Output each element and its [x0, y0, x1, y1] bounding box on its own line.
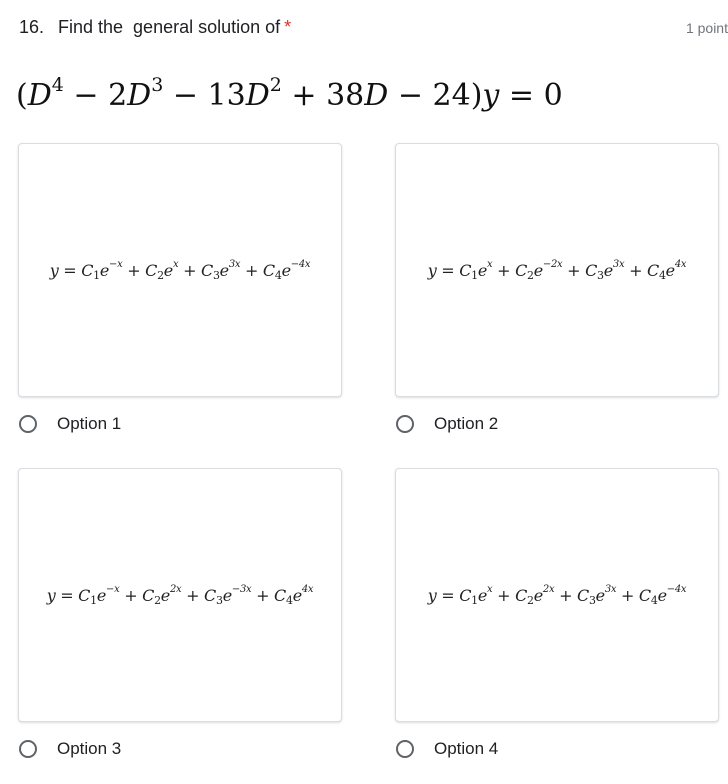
option-image-card [395, 468, 719, 722]
option-formula: $y = C_1e^{-x} + C_2e^x + C_3e^{3x} + C_4e^{-4x}$ [49, 258, 311, 282]
question-points: 1 point [685, 20, 728, 36]
option-image-card [18, 468, 342, 722]
option-label[interactable]: Option 1 [57, 414, 122, 433]
option-image-card [395, 143, 719, 397]
question-title [58, 14, 291, 40]
question-title-text: Find the general solution of [58, 17, 281, 37]
option-4-choice[interactable] [395, 736, 498, 762]
required-asterisk: * [284, 17, 292, 37]
option-formula: $y = C_1e^x + C_2e^{-2x} + C_3e^{3x} + C_4e^{4x}$ [427, 258, 687, 282]
radio-button[interactable] [396, 415, 414, 433]
option-label[interactable]: Option 4 [434, 739, 499, 758]
option-label[interactable]: Option 3 [57, 739, 122, 758]
option-image-card [18, 143, 342, 397]
option-formula: $y = C_1e^{-x} + C_2e^{2x} + C_3e^{-3x} + C_4e^{4x}$ [46, 583, 314, 607]
option-3-choice[interactable] [18, 736, 121, 762]
option-1-choice[interactable] [18, 411, 121, 437]
option-2-choice[interactable] [395, 411, 498, 437]
question-number: 16. [19, 17, 45, 37]
option-label[interactable]: Option 2 [434, 414, 499, 433]
radio-button[interactable] [396, 740, 414, 758]
option-formula: $y = C_1e^x + C_2e^{2x} + C_3e^{3x} + C_4e^{-4x}$ [427, 583, 687, 607]
question-header [19, 14, 728, 40]
question-equation: $(D^4 - 2D^3 - 13D^2 + 38D - 24)y = 0$ [16, 74, 563, 113]
radio-button[interactable] [19, 415, 37, 433]
radio-button[interactable] [19, 740, 37, 758]
